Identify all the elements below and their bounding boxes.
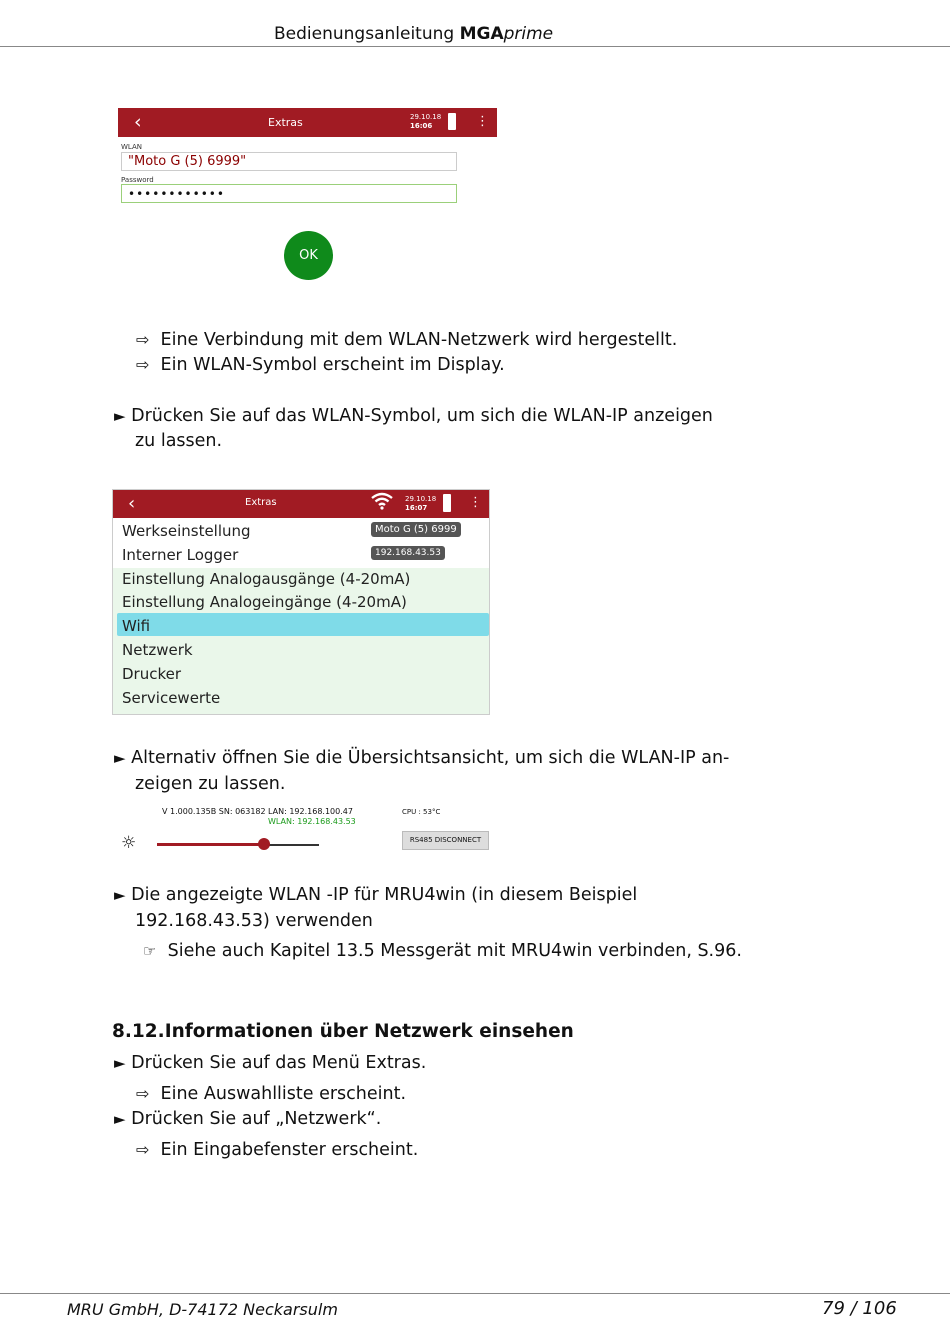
back-icon: ‹ (128, 493, 136, 514)
wifi-icon (371, 492, 393, 515)
screenshot2-titlebar (113, 490, 489, 518)
result-text: Eine Verbindung mit dem WLAN-Netzwerk wird hergestellt. (160, 330, 678, 350)
step-marker-icon: ► (114, 749, 126, 767)
brightness-slider-fill (157, 843, 264, 846)
header-brand-bold: MGA (459, 24, 504, 44)
footer-company: MRU GmbH, D-74172 Neckarsulm (67, 1300, 338, 1319)
back-icon: ‹ (134, 111, 142, 133)
screenshot1-datetime (410, 113, 441, 131)
page-number: 79 / 106 (822, 1298, 897, 1319)
menu-item-interner-logger: Interner Logger (122, 546, 239, 564)
menu-item-netzwerk: Netzwerk (122, 641, 193, 659)
page-header (274, 24, 553, 44)
date-text: 29.10.18 (405, 495, 437, 503)
step-item (114, 883, 637, 908)
section-heading (112, 1021, 574, 1042)
date-text: 29.10.18 (410, 113, 442, 121)
brightness-icon: ☼ (121, 833, 137, 853)
step-marker-icon: ► (114, 1054, 126, 1072)
section-title: Informationen über Netzwerk einsehen (164, 1021, 574, 1042)
header-prefix: Bedienungsanleitung (274, 24, 460, 44)
result-item (136, 327, 677, 353)
more-menu-icon: ⋮ (476, 114, 489, 129)
wlan-field: "Moto G (5) 6999" (121, 152, 457, 171)
brightness-slider-knob (258, 838, 270, 850)
result-arrow-icon: ⇨ (136, 330, 150, 349)
cpu-temp-text: CPU : 53°C (402, 808, 441, 816)
selected-item-highlight (117, 613, 489, 636)
menu-item-wifi: Wifi (122, 617, 151, 635)
result-arrow-icon: ⇨ (136, 1084, 150, 1103)
screenshot1-titlebar (118, 108, 497, 137)
password-label: Password (121, 176, 154, 184)
password-field: •••••••••••• (121, 184, 457, 203)
section-number: 8.12. (112, 1021, 165, 1042)
header-divider (0, 46, 950, 47)
step-text: Drücken Sie auf „Netzwerk“. (131, 1109, 382, 1129)
header-brand-italic: prime (503, 24, 554, 44)
screenshot2-extras-menu (112, 489, 490, 715)
wlan-label: WLAN (121, 143, 143, 151)
result-item (136, 1081, 406, 1107)
result-item (136, 1137, 418, 1163)
menu-item-analogausgaenge: Einstellung Analogausgänge (4-20mA) (122, 570, 411, 588)
step-text: Drücken Sie auf das Menü Extras. (131, 1053, 427, 1073)
result-text: Ein WLAN-Symbol erscheint im Display. (160, 355, 505, 375)
screenshot1-title: Extras (268, 116, 303, 129)
step-text: Alternativ öffnen Sie die Übersichtsansicht, um sich die WLAN-IP an- (131, 748, 730, 768)
step-text: Die angezeigte WLAN -IP für MRU4win (in diesem Beispiel (131, 885, 638, 905)
step-text: Drücken Sie auf das WLAN-Symbol, um sich die WLAN-IP anzeigen (131, 406, 713, 426)
see-also-text: Siehe auch Kapitel 13.5 Messgerät mit MRU4win verbinden, S.96. (167, 941, 742, 961)
menu-item-drucker: Drucker (122, 665, 182, 683)
result-arrow-icon: ⇨ (136, 355, 150, 374)
footer-divider (0, 1293, 950, 1294)
step-item (114, 1107, 381, 1132)
pointing-hand-icon: ☞ (143, 942, 157, 960)
step-marker-icon: ► (114, 886, 126, 904)
wifi-ssid-tooltip: Moto G (5) 6999 (371, 522, 461, 537)
time-text: 16:06 (410, 122, 433, 130)
menu-item-servicewerte: Servicewerte (122, 689, 221, 707)
step-marker-icon: ► (114, 407, 126, 425)
time-text: 16:07 (405, 504, 428, 512)
menu-item-werkseinstellung: Werkseinstellung (122, 522, 251, 540)
ok-button: OK (284, 231, 333, 280)
step-marker-icon: ► (114, 1110, 126, 1128)
step-item (114, 746, 729, 771)
wifi-ip-tooltip: 192.168.43.53 (371, 546, 445, 560)
lan-ip-text: LAN: 192.168.100.47 (268, 807, 353, 816)
step-text-continued: 192.168.43.53) verwenden (135, 911, 373, 931)
version-text: V 1.000.135B SN: 063182 (162, 807, 266, 816)
step-text-continued: zeigen zu lassen. (135, 774, 286, 794)
step-text-continued: zu lassen. (135, 431, 223, 451)
more-menu-icon: ⋮ (469, 495, 482, 510)
result-text: Ein Eingabefenster erscheint. (160, 1140, 419, 1160)
menu-item-analogeingaenge: Einstellung Analogeingänge (4-20mA) (122, 593, 407, 611)
battery-icon (443, 494, 451, 512)
rs485-disconnect-button: RS485 DISCONNECT (402, 831, 489, 850)
wlan-ip-text: WLAN: 192.168.43.53 (268, 817, 356, 826)
battery-icon (448, 113, 456, 130)
result-text: Eine Auswahlliste erscheint. (160, 1084, 407, 1104)
screenshot2-title: Extras (245, 497, 277, 508)
step-item (114, 404, 713, 429)
step-item (114, 1051, 426, 1076)
screenshot2-datetime (405, 495, 436, 513)
result-arrow-icon: ⇨ (136, 1140, 150, 1159)
see-also-reference (143, 939, 742, 964)
result-item (136, 352, 505, 378)
